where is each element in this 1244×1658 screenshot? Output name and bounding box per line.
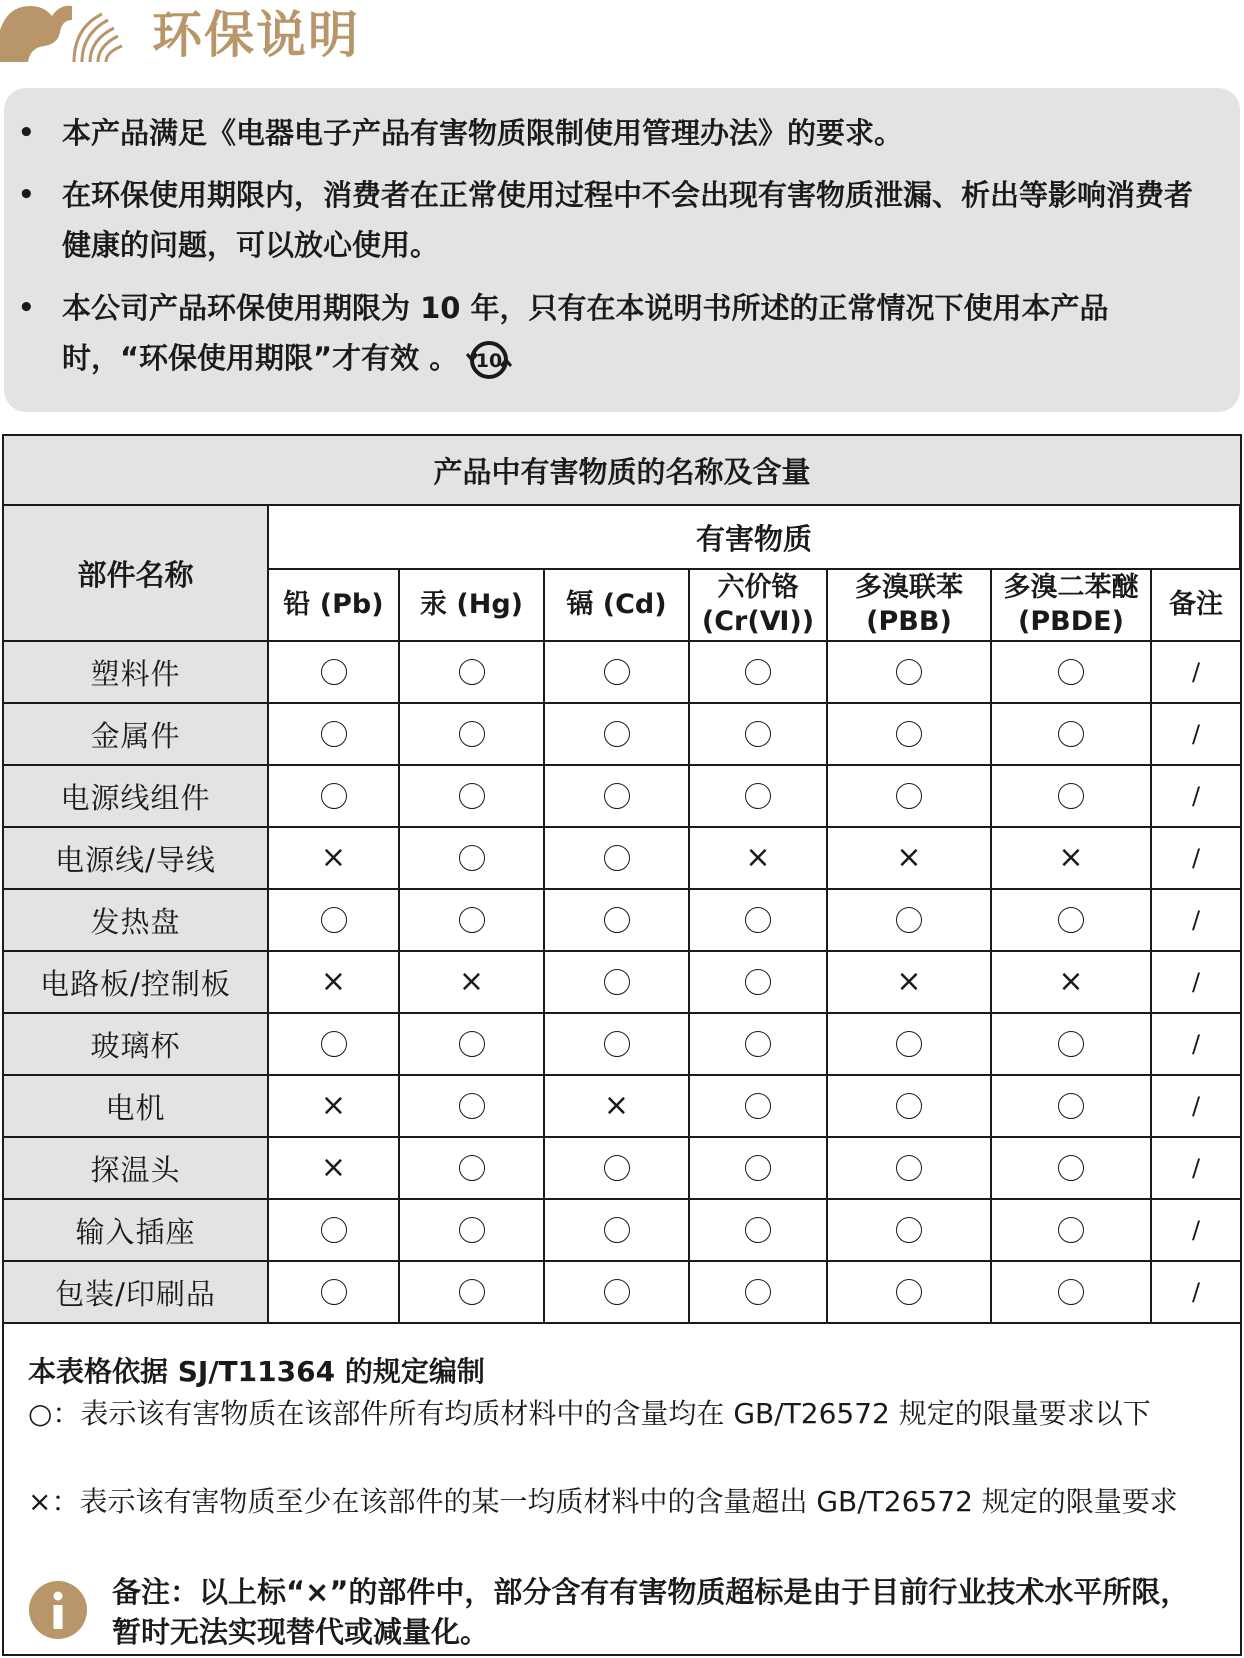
substance-cell — [399, 889, 544, 951]
column-header-hg: 汞 (Hg) — [399, 569, 544, 641]
part-name-cell: 包装/印刷品 — [4, 1261, 268, 1323]
circle-mark-icon — [321, 659, 347, 685]
circle-mark-icon — [1058, 1217, 1084, 1243]
substance-cell — [827, 1075, 991, 1137]
substance-group-header: 有害物质 — [268, 505, 1240, 569]
substance-cell — [268, 1199, 399, 1261]
circle-mark-icon — [459, 1031, 485, 1057]
substance-cell — [991, 1075, 1151, 1137]
table-row — [4, 1199, 1240, 1261]
circle-mark-icon — [745, 721, 771, 747]
cross-mark-icon: × — [320, 840, 347, 875]
substance-cell — [827, 641, 991, 703]
circle-mark-icon — [459, 1279, 485, 1305]
circle-mark-icon — [604, 783, 630, 809]
remark-text: 备注：以上标“×”的部件中，部分含有有害物质超标是由于目前行业技术水平所限，暂时无法实现替代或减量化。 — [112, 1575, 1190, 1649]
circle-mark-icon — [1058, 1155, 1084, 1181]
circle-mark-icon — [459, 721, 485, 747]
column-header-note: 备注 — [1151, 569, 1240, 641]
circle-mark-icon — [896, 659, 922, 685]
circle-mark-icon — [604, 721, 630, 747]
circle-mark-icon — [896, 1279, 922, 1305]
substance-cell — [268, 1075, 399, 1137]
circle-mark-icon — [459, 1093, 485, 1119]
part-name-cell: 输入插座 — [4, 1199, 268, 1261]
substance-cell — [544, 1013, 689, 1075]
column-header-cd: 镉 (Cd) — [544, 569, 689, 641]
circle-mark-icon — [745, 1217, 771, 1243]
bullet: • — [18, 118, 35, 148]
cross-mark-icon: × — [896, 840, 922, 875]
substance-cell — [689, 1075, 827, 1137]
table-row — [4, 703, 1240, 765]
circle-mark-icon — [459, 659, 485, 685]
substance-cell — [268, 765, 399, 827]
substance-cell — [827, 951, 991, 1013]
circle-mark-icon — [604, 907, 630, 933]
note-cell — [1151, 889, 1240, 951]
table-row — [4, 951, 1240, 1013]
notice-item-text — [62, 283, 1212, 383]
note-value: / — [1191, 906, 1201, 934]
substance-cell — [991, 1137, 1151, 1199]
part-name-cell: 玻璃杯 — [4, 1013, 268, 1075]
circle-mark-icon — [459, 907, 485, 933]
info-icon — [28, 1580, 88, 1640]
table-row — [4, 1075, 1240, 1137]
substance-cell — [689, 641, 827, 703]
circle-mark-icon — [745, 969, 771, 995]
substance-cell — [544, 1199, 689, 1261]
substance-cell — [991, 889, 1151, 951]
substance-cell — [268, 1261, 399, 1323]
table-row — [4, 765, 1240, 827]
cross-mark-icon: × — [745, 840, 771, 875]
substance-cell — [827, 1013, 991, 1075]
circle-mark-icon — [321, 1217, 347, 1243]
circle-mark-icon — [459, 1155, 485, 1181]
circle-mark-icon — [604, 659, 630, 685]
circle-mark-icon — [1058, 721, 1084, 747]
table-row — [4, 641, 1240, 703]
substance-cell — [544, 951, 689, 1013]
note-value: / — [1191, 968, 1201, 996]
substance-cell — [399, 765, 544, 827]
page-title: 环保说明 — [152, 6, 360, 64]
substance-cell — [399, 827, 544, 889]
cross-mark-icon: × — [320, 1150, 347, 1185]
column-header-pb: 铅 (Pb) — [268, 569, 399, 641]
substances-table — [4, 436, 1241, 1324]
substance-cell — [827, 827, 991, 889]
part-name-cell: 塑料件 — [4, 641, 268, 703]
substance-cell — [827, 703, 991, 765]
note-value: / — [1191, 1278, 1201, 1306]
circle-mark-icon — [896, 1031, 922, 1057]
substance-cell — [689, 703, 827, 765]
circle-mark-icon — [321, 1031, 347, 1057]
circle-mark-icon — [459, 1217, 485, 1243]
note-value: / — [1191, 782, 1201, 810]
substance-cell — [689, 1013, 827, 1075]
part-name-cell: 金属件 — [4, 703, 268, 765]
notice-item-text-content: 本公司产品环保使用期限为 10 年，只有在本说明书所述的正常情况下使用本产品时，“环保使用期限”才有效 。 — [62, 291, 1109, 375]
note-cell — [1151, 951, 1240, 1013]
bullet: • — [18, 180, 35, 210]
substance-cell — [544, 765, 689, 827]
substance-cell — [268, 703, 399, 765]
substance-cell — [544, 1261, 689, 1323]
column-header-cr6: 六价铬 (Cr(Ⅵ)) — [689, 569, 827, 641]
substance-cell — [991, 1013, 1151, 1075]
substance-cell — [544, 703, 689, 765]
substance-cell — [544, 889, 689, 951]
substance-cell — [689, 827, 827, 889]
circle-mark-icon — [604, 1031, 630, 1057]
substance-cell — [544, 827, 689, 889]
circle-mark-icon — [896, 721, 922, 747]
circle-legend: ○：表示该有害物质在该部件所有均质材料中的含量均在 GB/T26572 规定的限量要求以下 — [28, 1397, 1151, 1430]
circle-mark-icon — [745, 659, 771, 685]
substance-cell — [827, 765, 991, 827]
substance-cell — [991, 765, 1151, 827]
note-value: / — [1191, 720, 1201, 748]
note-cell — [1151, 641, 1240, 703]
table-row — [4, 1013, 1240, 1075]
note-cell — [1151, 703, 1240, 765]
substance-cell — [689, 1199, 827, 1261]
substance-cell — [689, 1137, 827, 1199]
epp-symbol-text: 10 — [475, 350, 503, 372]
substance-cell — [991, 951, 1151, 1013]
cross-mark-icon: × — [320, 1088, 347, 1123]
part-name-cell: 发热盘 — [4, 889, 268, 951]
note-cell — [1151, 1261, 1240, 1323]
table-row — [4, 889, 1240, 951]
cross-mark-icon: × — [1058, 840, 1084, 875]
substance-cell — [827, 1137, 991, 1199]
circle-mark-icon — [321, 783, 347, 809]
circle-mark-icon — [1058, 1031, 1084, 1057]
note-cell — [1151, 1013, 1240, 1075]
note-cell — [1151, 1199, 1240, 1261]
circle-mark-icon — [459, 845, 485, 871]
substance-cell — [268, 641, 399, 703]
circle-mark-icon — [604, 1155, 630, 1181]
circle-mark-icon — [1058, 783, 1084, 809]
substance-cell — [399, 951, 544, 1013]
part-name-cell: 电机 — [4, 1075, 268, 1137]
part-name-cell: 电源线组件 — [4, 765, 268, 827]
part-name-cell: 电源线/导线 — [4, 827, 268, 889]
circle-mark-icon — [896, 907, 922, 933]
substance-cell — [827, 889, 991, 951]
circle-mark-icon — [745, 1031, 771, 1057]
substance-cell — [544, 1137, 689, 1199]
substance-cell — [268, 827, 399, 889]
notice-item-text: 本产品满足《电器电子产品有害物质限制使用管理办法》的要求。 — [62, 116, 904, 150]
remark-callout — [28, 1572, 1218, 1652]
circle-mark-icon — [896, 1217, 922, 1243]
note-value: / — [1191, 1216, 1201, 1244]
notice-item-text: 在环保使用期限内，消费者在正常使用过程中不会出现有害物质泄漏、析出等影响消费者健康的问题，可以放心使用。 — [62, 178, 1194, 262]
note-value: / — [1191, 658, 1201, 686]
substance-cell — [544, 1075, 689, 1137]
substance-cell — [268, 1013, 399, 1075]
circle-mark-icon — [321, 907, 347, 933]
substance-cell — [399, 1261, 544, 1323]
circle-mark-icon — [745, 1093, 771, 1119]
note-value: / — [1191, 1154, 1201, 1182]
cross-legend: ×：表示该有害物质至少在该部件的某一均质材料中的含量超出 GB/T26572 规定的限量要求 — [28, 1485, 1178, 1518]
substance-cell — [544, 641, 689, 703]
epp-10-year-icon — [466, 337, 512, 383]
substance-cell — [827, 1199, 991, 1261]
bullet: • — [18, 293, 35, 323]
circle-mark-icon — [745, 1155, 771, 1181]
part-name-cell: 电路板/控制板 — [4, 951, 268, 1013]
substance-cell — [689, 951, 827, 1013]
substance-cell — [399, 1137, 544, 1199]
substance-cell — [991, 1261, 1151, 1323]
note-cell — [1151, 765, 1240, 827]
substance-cell — [268, 951, 399, 1013]
note-value: / — [1191, 1092, 1201, 1120]
circle-mark-icon — [1058, 1093, 1084, 1119]
circle-mark-icon — [604, 845, 630, 871]
circle-mark-icon — [1058, 907, 1084, 933]
substance-cell — [689, 765, 827, 827]
substance-cell — [399, 1199, 544, 1261]
circle-mark-icon — [604, 1217, 630, 1243]
circle-mark-icon — [745, 907, 771, 933]
substance-cell — [399, 641, 544, 703]
substance-cell — [991, 1199, 1151, 1261]
note-value: / — [1191, 844, 1201, 872]
table-row — [4, 1137, 1240, 1199]
substance-cell — [689, 1261, 827, 1323]
note-cell — [1151, 1075, 1240, 1137]
page-header — [0, 0, 1244, 78]
circle-mark-icon — [896, 1155, 922, 1181]
substance-cell — [268, 889, 399, 951]
circle-mark-icon — [321, 721, 347, 747]
substance-cell — [268, 1137, 399, 1199]
note-cell — [1151, 827, 1240, 889]
substance-cell — [689, 889, 827, 951]
substance-cell — [827, 1261, 991, 1323]
circle-mark-icon — [896, 1093, 922, 1119]
cross-mark-icon: × — [603, 1088, 630, 1123]
cross-mark-icon: × — [458, 964, 485, 999]
table-basis-note: 本表格依据 SJ/T11364 的规定编制 — [28, 1355, 485, 1388]
substance-cell — [399, 1013, 544, 1075]
circle-mark-icon — [745, 783, 771, 809]
circle-mark-icon — [321, 1279, 347, 1305]
circle-mark-icon — [896, 783, 922, 809]
table-body — [4, 641, 1240, 1323]
table-caption: 产品中有害物质的名称及含量 — [4, 436, 1240, 505]
brand-logo-icon — [0, 0, 130, 70]
table-row — [4, 1261, 1240, 1323]
circle-mark-icon — [745, 1279, 771, 1305]
column-header-pbde: 多溴二苯醚 (PBDE) — [991, 569, 1151, 641]
substance-cell — [399, 703, 544, 765]
cross-mark-icon: × — [320, 964, 347, 999]
circle-mark-icon — [459, 783, 485, 809]
substance-cell — [399, 1075, 544, 1137]
circle-mark-icon — [1058, 659, 1084, 685]
circle-mark-icon — [1058, 1279, 1084, 1305]
circle-mark-icon — [604, 969, 630, 995]
substance-cell — [991, 703, 1151, 765]
cross-mark-icon: × — [1058, 964, 1084, 999]
substance-cell — [991, 641, 1151, 703]
circle-mark-icon — [604, 1279, 630, 1305]
part-name-header: 部件名称 — [4, 505, 268, 641]
column-header-pbb: 多溴联苯 (PBB) — [827, 569, 991, 641]
note-value: / — [1191, 1030, 1201, 1058]
hazardous-substances-table — [2, 434, 1242, 1656]
substance-cell — [991, 827, 1151, 889]
environmental-notice-panel — [4, 88, 1240, 412]
note-cell — [1151, 1137, 1240, 1199]
cross-mark-icon: × — [896, 964, 922, 999]
table-row — [4, 827, 1240, 889]
part-name-cell: 探温头 — [4, 1137, 268, 1199]
